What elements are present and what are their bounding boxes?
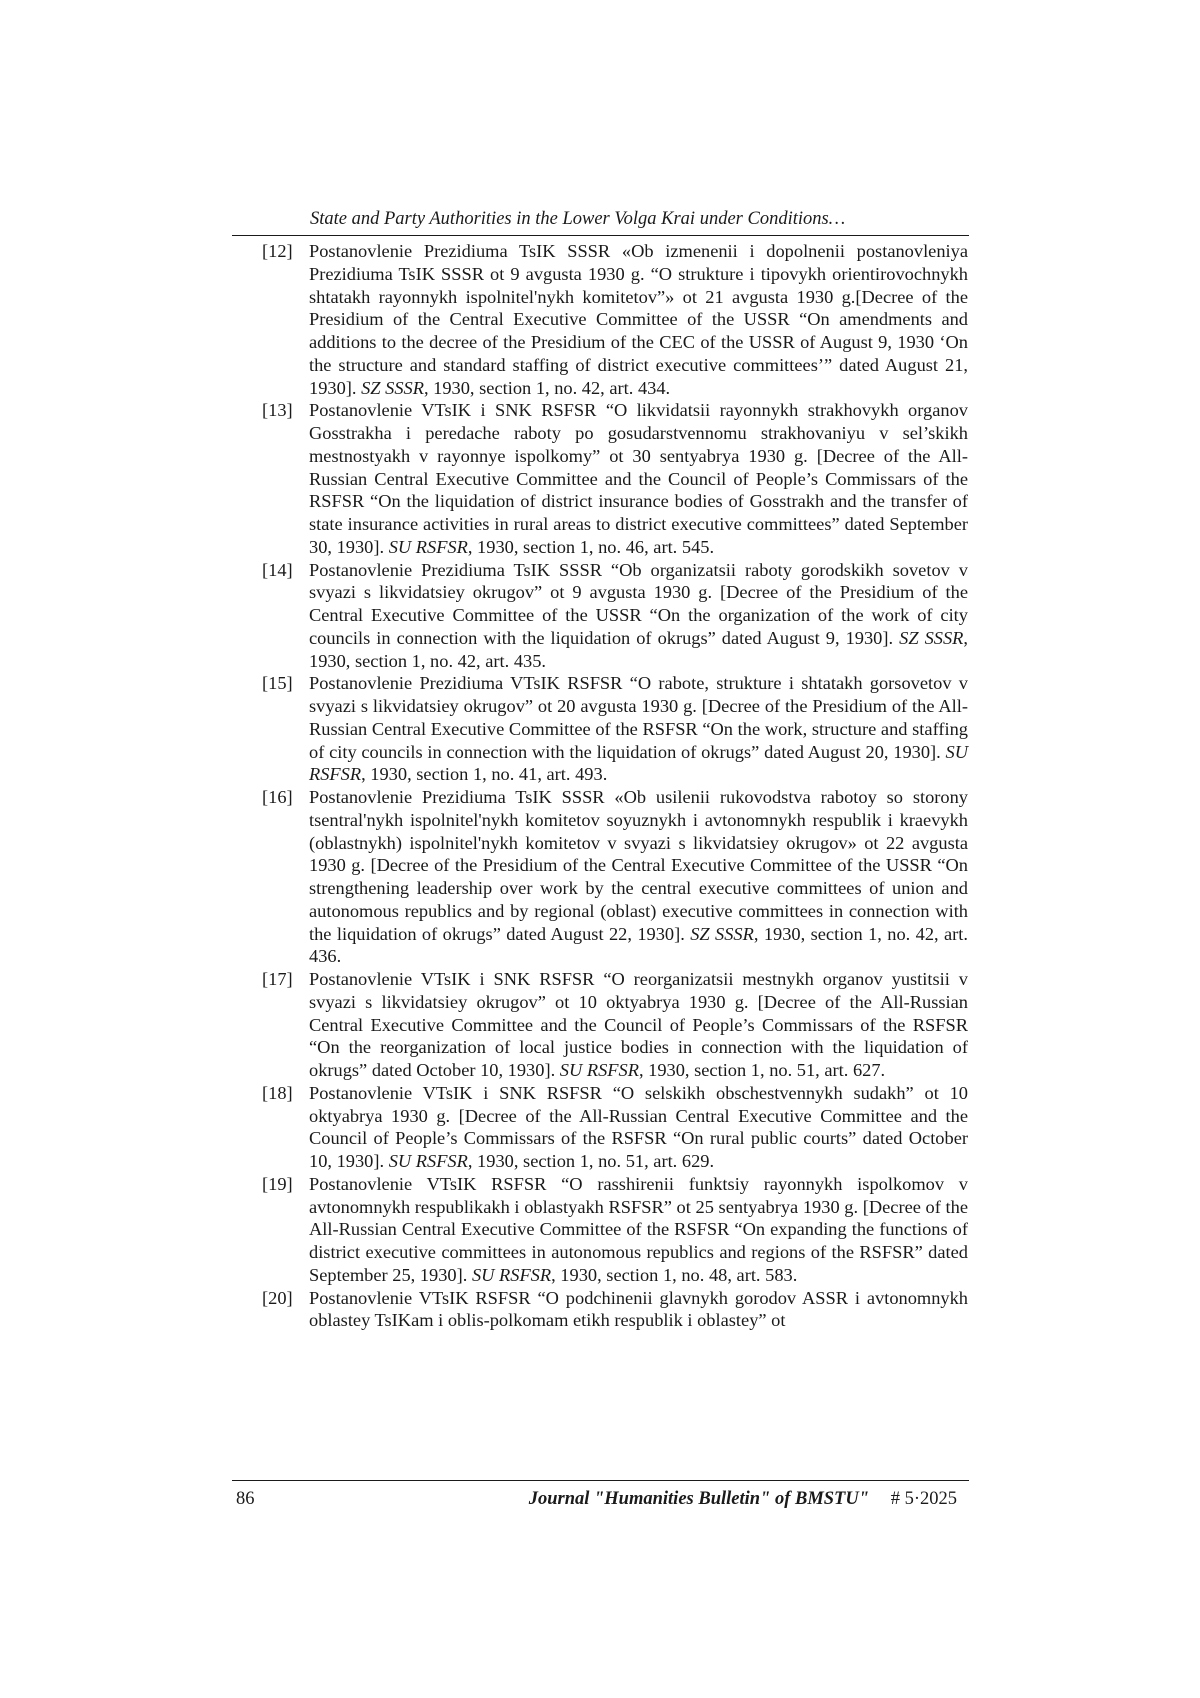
source-abbreviation: SZ SSSR [361, 377, 424, 398]
reference-number: [16] [262, 787, 293, 807]
running-title: State and Party Authorities in the Lower Volga Krai under Conditions… [310, 209, 846, 229]
reference-number: [14] [262, 559, 293, 580]
reference-text: Postanovlenie Prezidiuma TsIK SSSR «Ob usilenii rukovodstva rabotoy so storony tsentral'nykh ispolnitel'nykh komitetov soyuznykh i avtonomnykh respublik i kraevykh (oblastnykh) ispolnitel'nykh komitetov v svyazi s likvidatsiey okrugov» ot 22 avgusta 1930 g. [Decree of the Presidium of the Central Executive Committee of the USSR “On strengthening leadership over work by the central executive committees of union and autonomous republics and by regional (oblast) executive committees in connection with the liquidation of okrugs” dated August 22, 1930]. SZ SSSR, 1930, section 1, no. 42, art. 436. [309, 787, 969, 967]
running-footer [232, 1480, 969, 1511]
reference-number: [18] [262, 1082, 293, 1103]
reference-item [262, 559, 968, 673]
source-abbreviation: SZ SSSR [690, 923, 754, 944]
reference-text: Postanovlenie Prezidiuma TsIK SSSR «Ob izmenenii i dopolnenii postanovleniya Prezidiuma TsIK SSSR ot 9 avgusta 1930 g. “O strukture i tipovykh orientirovochnykh shtatakh rayonnykh ispolnitel'nykh komitetov”» ot 21 avgusta 1930 g.[Decree of the Presidium of the Central Executive Committee of the USSR “On amendments and additions to the decree of the Presidium of the CEC of the USSR of August 9, 1930 ‘On the structure and standard staffing of district executive committees’” dated August 21, 1930]. SZ SSSR, 1930, section 1, no. 42, art. 434. [309, 241, 968, 398]
reference-item [262, 240, 968, 399]
issue-number: # 5·2025 [890, 1489, 957, 1509]
reference-item [262, 1173, 968, 1287]
reference-text: Postanovlenie Prezidiuma VTsIK RSFSR “O rabote, strukture i shtatakh gorsovetov v svyazi s likvidatsiey okrugov” ot 20 avgusta 1930 g. [Decree of the Presidium of the All-Russian Central Executive Committee of the RSFSR “On the work, structure and staffing of city councils in connection with the liquidation of okrugs” dated August 20, 1930]. SU RSFSR, 1930, section 1, no. 41, art. 493. [309, 673, 968, 785]
reference-number: [12] [262, 241, 293, 261]
reference-text: Postanovlenie VTsIK RSFSR “O podchinenii glavnykh gorodov ASSR i avtonomnykh oblastey TsIKam i oblis-polkomam etikh respublik i oblastey” ot [309, 1287, 968, 1331]
reference-number: [19] [262, 1173, 293, 1194]
reference-item [262, 1082, 968, 1173]
reference-text: Postanovlenie VTsIK i SNK RSFSR “O selskikh obschestvennykh sudakh” ot 10 oktyabrya 1930 g. [Decree of the All-Russian Central Executive Committee and the Council of People’s Commissars of the RSFSR “On rural public courts” dated October 10, 1930]. SU RSFSR, 1930, section 1, no. 51, art. 629. [309, 1082, 968, 1171]
reference-item [262, 786, 968, 968]
reference-text: Postanovlenie VTsIK RSFSR “O rasshirenii funktsiy rayonnykh ispolkomov v avtonomnykh respublikakh i oblastyakh RSFSR” ot 25 sentyabrya 1930 g. [Decree of the All-Russian Central Executive Committee of the RSFSR “On expanding the functions of district executive committees in autonomous republics and regions of the RSFSR” dated September 25, 1930]. SU RSFSR, 1930, section 1, no. 48, art. 583. [309, 1173, 968, 1285]
reference-number: [17] [262, 969, 293, 989]
source-abbreviation: SU RSFSR [471, 1264, 552, 1285]
reference-item [262, 672, 968, 786]
journal-title: Journal "Humanities Bulletin" of BMSTU" [528, 1489, 869, 1509]
reference-number: [20] [262, 1287, 293, 1308]
page-number: 86 [236, 1489, 255, 1509]
reference-text: Postanovlenie Prezidiuma TsIK SSSR “Ob organizatsii raboty gorodskikh sovetov v svyazi s likvidatsiey okrugov” ot 9 avgusta 1930 g. [Decree of the Presidium of the Central Executive Committee of the USSR “On the organization of the work of city councils in connection with the liquidation of okrugs” dated August 9, 1930]. SZ SSSR, 1930, section 1, no. 42, art. 435. [309, 559, 968, 671]
reference-item [262, 399, 968, 558]
source-abbreviation: SU RSFSR [388, 1151, 468, 1171]
running-header [232, 207, 969, 236]
reference-item [262, 968, 968, 1082]
reference-text: Postanovlenie VTsIK i SNK RSFSR “O reorganizatsii mestnykh organov yustitsii v svyazi s likvidatsiey okrugov” ot 10 oktyabrya 1930 g. [Decree of the All-Russian Central Executive Committee and the Council of People’s Commissars of the RSFSR “On the reorganization of local justice bodies in connection with the liquidation of okrugs” dated October 10, 1930]. SU RSFSR, 1930, section 1, no. 51, art. 627. [309, 969, 968, 1080]
reference-text: Postanovlenie VTsIK i SNK RSFSR “O likvidatsii rayonnykh strakhovykh organov Gosstrakha i peredache raboty po gosudarstvennomu strakhovaniyu v sel’skikh mestnostyakh v rayonnye ispolkomy” ot 30 sentyabrya 1930 g. [Decree of the All-Russian Central Executive Committee and the Council of People’s Commissars of the RSFSR “On the liquidation of district insurance bodies of Gosstrakh and the transfer of state insurance activities in rural areas to district executive committees” dated September 30, 1930]. SU RSFSR, 1930, section 1, no. 46, art. 545. [309, 400, 968, 557]
reference-item [262, 1287, 968, 1333]
source-abbreviation: SZ SSSR [899, 627, 964, 648]
source-abbreviation: SU RSFSR [309, 741, 968, 785]
source-abbreviation: SU RSFSR [559, 1060, 639, 1080]
reference-number: [13] [262, 400, 293, 421]
source-abbreviation: SU RSFSR [388, 536, 468, 557]
reference-number: [15] [262, 673, 293, 694]
reference-list [262, 240, 968, 1332]
